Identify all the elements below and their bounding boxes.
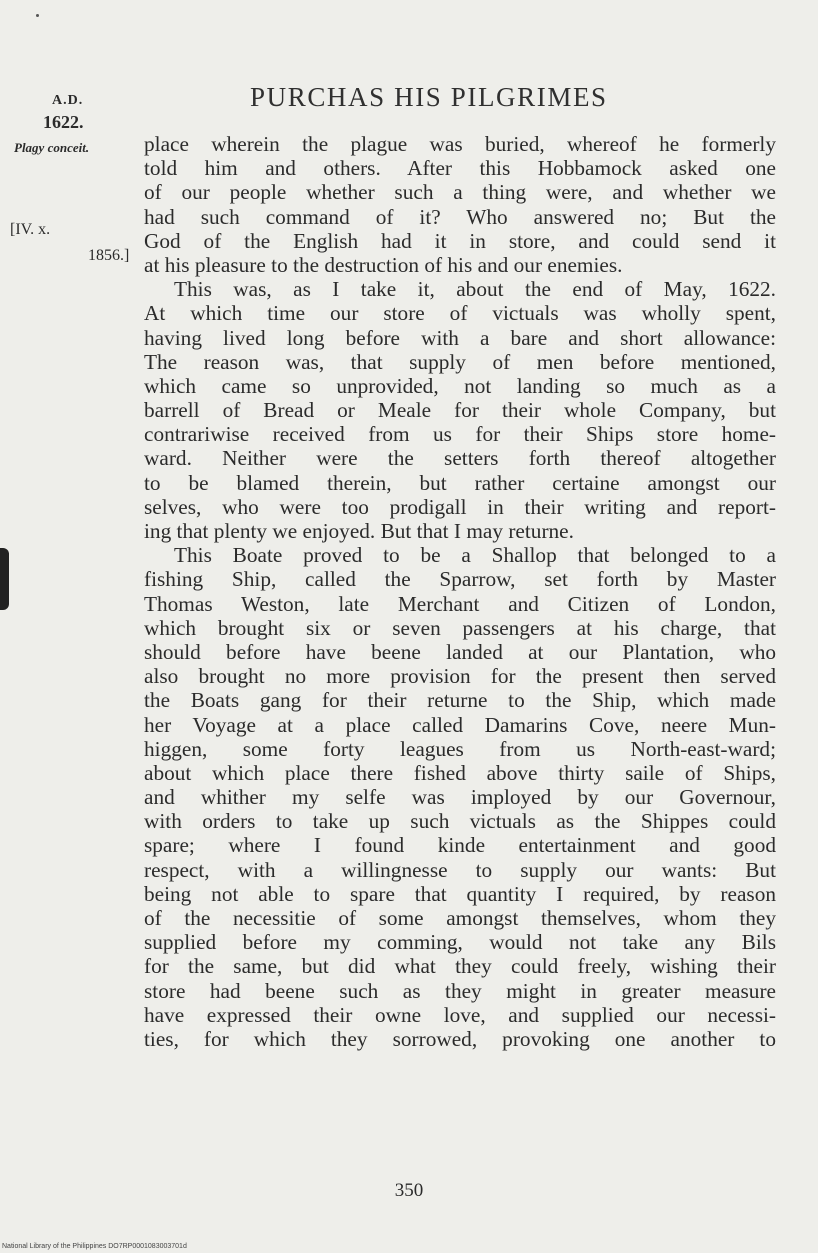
body-text [144, 132, 776, 1051]
text-line: ing that plenty we enjoyed. But that I may returne. [144, 519, 574, 543]
text-line: at his pleasure to the destruction of his and our enemies. [144, 252, 623, 277]
text-line: This Boate proved to be a Shallop that belonged to a [174, 543, 776, 568]
text-line: spare; where I found kinde entertainment and good [144, 833, 776, 858]
text-line: The reason was, that supply of men before mentioned, [144, 349, 776, 374]
text-line: of our people whether such a thing were, and whether we [144, 180, 776, 205]
text-line: This was, as I take it, about the end of May, 1622. [174, 277, 776, 302]
text-line: place wherein the plague was buried, whereof he formerly [144, 132, 776, 156]
text-line: God of the English had it in store, and could send it [144, 228, 776, 253]
text-line: store had beene such as they might in greater measure [144, 978, 776, 1003]
page-edge-shadow [0, 548, 9, 610]
text-line: should before have beene landed at our Plantation, who [144, 639, 776, 664]
text-line: supplied before my comming, would not take any Bils [144, 930, 776, 955]
text-line: respect, with a willingnesse to supply our wants: But [144, 857, 776, 882]
text-line: contrariwise received from us for their Ships store home- [144, 422, 776, 447]
text-line: which came so unprovided, not landing so much as a [144, 373, 776, 398]
text-line: fishing Ship, called the Sparrow, set forth by Master [144, 567, 776, 592]
text-line: with orders to take up such victuals as the Shippes could [144, 809, 776, 834]
scan-credit: National Library of the Philippines DO7RP0001083003701d [2, 1243, 187, 1250]
text-line: selves, who were too prodigall in their writing and report- [144, 494, 776, 519]
ink-speck [36, 14, 39, 17]
text-line: being not able to spare that quantity I required, by reason [144, 881, 776, 906]
text-line: also brought no more provision for the present then served [144, 664, 776, 689]
text-line: having lived long before with a bare and short allowance: [144, 325, 776, 350]
page-number: 350 [394, 1180, 424, 1201]
text-line: for the same, but did what they could freely, wishing their [144, 954, 776, 979]
margin-date-label: A.D. [52, 93, 84, 108]
text-line: barrell of Bread or Meale for their whole Company, but [144, 398, 776, 423]
text-line: ward. Neither were the setters forth thereof altogether [144, 446, 776, 471]
text-line: ties, for which they sorrowed, provoking one another to [144, 1026, 776, 1051]
text-line: and whither my selfe was imployed by our Governour, [144, 785, 776, 810]
text-line: At which time our store of victuals was wholly spent, [144, 301, 776, 326]
margin-reference-page: 1856.] [88, 247, 130, 264]
text-line: the Boats gang for their returne to the Ship, which made [144, 688, 776, 713]
text-line: Thomas Weston, late Merchant and Citizen of London, [144, 591, 776, 616]
margin-reference-volume: [IV. x. [10, 221, 51, 238]
text-line: had such command of it? Who answered no; But the [144, 204, 776, 229]
running-title: PURCHAS HIS PILGRIMES [250, 82, 608, 112]
margin-date-year: 1622. [43, 112, 84, 132]
text-line: about which place there fished above thirty saile of Ships, [144, 760, 776, 785]
margin-note: Plagy conceit. [14, 140, 90, 155]
text-line: of the necessitie of some amongst themselves, whom they [144, 906, 776, 930]
text-line: her Voyage at a place called Damarins Cove, neere Mun- [144, 712, 776, 737]
text-line: which brought six or seven passengers at his charge, that [144, 615, 776, 640]
text-line: to be blamed therein, but rather certaine amongst our [144, 470, 776, 495]
text-line: have expressed their owne love, and supplied our necessi- [144, 1002, 776, 1027]
text-line: told him and others. After this Hobbamock asked one [144, 156, 776, 181]
text-line: higgen, some forty leagues from us North-east-ward; [144, 736, 776, 761]
